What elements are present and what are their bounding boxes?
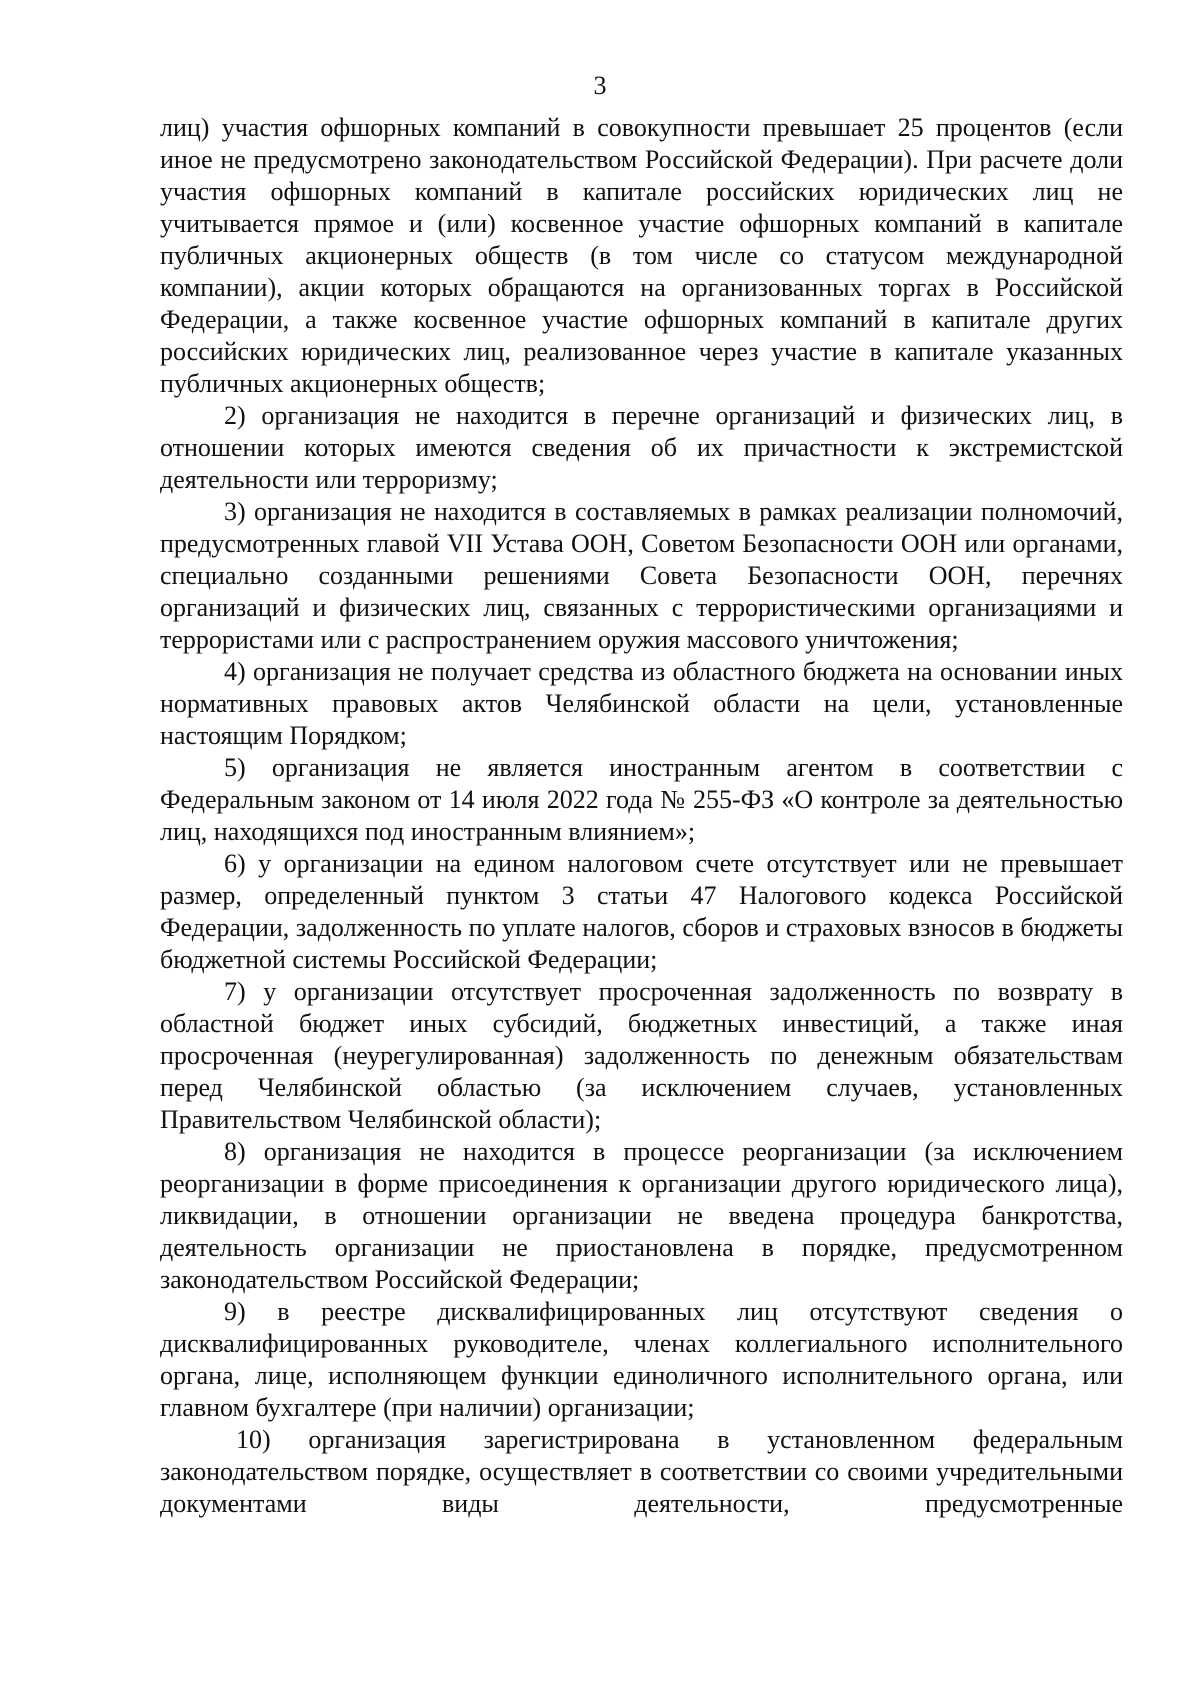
paragraph-item-10: 10) организация зарегистрирована в установленном федеральным законодательством порядке, осуществляет в соответствии со своими учредительными документами виды деятельности, предусмотренные [160,1425,1123,1518]
paragraph-item-9: 9) в реестре дисквалифицированных лиц отсутствуют сведения о дисквалифицированных руководителе, членах коллегиального исполнительного органа, лице, исполняющем функции единоличного исполнительного органа, или главном бухгалтере (при наличии) организации; [160,1297,1123,1422]
paragraph-item-6: 6) у организации на едином налоговом счете отсутствует или не превышает размер, определенный пунктом 3 статьи 47 Налогового кодекса Российской Федерации, задолженность по уплате налогов, сборов и страховых взносов в бюджеты бюджетной системы Российской Федерации; [160,849,1123,974]
paragraph-offshore-continuation: лиц) участия офшорных компаний в совокупности превышает 25 процентов (если иное не предусмотрено законодательством Российской Федерации). При расчете доли участия офшорных компаний в капитале российских юридических лиц не учитывается прямое и (или) косвенное участие офшорных компаний в капитале публичных акционерных обществ (в том числе со статусом международной компании), акции которых обращаются на организованных торгах в Российской Федерации, а также косвенное участие офшорных компаний в капитале других российских юридических лиц, реализованное через участие в капитале указанных публичных акционерных обществ; [160,113,1123,398]
page-number: 3 [593,71,607,100]
paragraph-item-8: 8) организация не находится в процессе реорганизации (за исключением реорганизации в форме присоединения к организации другого юридического лица), ликвидации, в отношении организации не введена процедура банкротства, деятельность организации не приостановлена в порядке, предусмотренном законодательством Российской Федерации; [160,1137,1123,1294]
paragraph-item-7: 7) у организации отсутствует просроченная задолженность по возврату в областной бюджет иных субсидий, бюджетных инвестиций, а также иная просроченная (неурегулированная) задолженность по денежным обязательствам перед Челябинской областью (за исключением случаев, установленных Правительством Челябинской области); [160,977,1123,1134]
paragraph-item-2: 2) организация не находится в перечне организаций и физических лиц, в отношении которых имеются сведения об их причастности к экстремистской деятельности или терроризму; [160,401,1123,494]
document-body [160,112,1123,1520]
paragraph-item-5: 5) организация не является иностранным агентом в соответствии с Федеральным законом от 14 июля 2022 года № 255-ФЗ «О контроле за деятельностью лиц, находящихся под иностранным влиянием»; [160,753,1123,846]
paragraph-item-4: 4) организация не получает средства из областного бюджета на основании иных нормативных правовых актов Челябинской области на цели, установленные настоящим Порядком; [160,657,1123,750]
paragraph-item-3: 3) организация не находится в составляемых в рамках реализации полномочий, предусмотренных главой VII Устава ООН, Советом Безопасности ООН или органами, специально созданными решениями Совета Безопасности ООН, перечнях организаций и физических лиц, связанных с террористическими организациями и террористами или с распространением оружия массового уничтожения; [160,497,1123,654]
